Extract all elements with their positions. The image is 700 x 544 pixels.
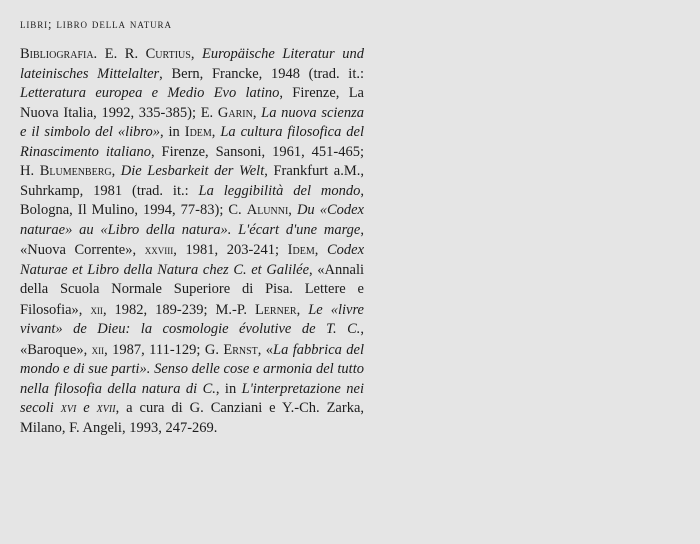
text-run: ,	[296, 301, 309, 318]
work-title: Codex Naturae et Libro della Natura chez C. et Galilée	[20, 242, 365, 278]
text-run: , in	[215, 380, 242, 397]
author-name: Idem	[287, 242, 315, 258]
work-title: Le «livre vivant» de Dieu: la cosmologie évolutive de T. C.	[20, 301, 364, 337]
text-run: , 1982, 189-239; M.-P.	[102, 301, 255, 318]
author-name: Garin	[217, 104, 253, 121]
volume-numeral: xii	[91, 341, 105, 357]
work-title: Du «Codex naturae» au «Libro della natura». L'écart d'une marge	[20, 202, 364, 238]
text-run: , Firenze, La Nuova Italia, 1992, 335-385); E.	[20, 85, 364, 121]
work-title: La leggibilità del mondo	[198, 182, 361, 199]
work-title: La nuova scienza e il simbolo del «libro»	[20, 104, 365, 140]
text-run: , 1981, 203-241;	[173, 242, 288, 258]
text-run: E. R.	[97, 46, 146, 62]
text-run: , Bologna, Il Mulino, 1994, 77-83); C.	[20, 182, 364, 218]
volume-numeral: xii	[90, 301, 103, 317]
author-name: Ernst	[223, 341, 258, 358]
author-name: Idem	[184, 124, 212, 140]
text-run: , Bern, Francke, 1948 (trad. it.:	[159, 65, 364, 82]
author-name: Blumenberg	[39, 163, 112, 179]
work-title: Europäische Literatur und lateinisches Mittelalter	[20, 46, 365, 82]
century-numeral: xvii	[96, 400, 116, 416]
text-run: ,	[314, 242, 327, 258]
text-run: , in	[159, 124, 185, 140]
work-title: La fabbrica del mondo e di sue parti». Senso delle cose e armonia del tutto nella filosofia della natura di C.	[20, 341, 364, 397]
text-run: ,	[211, 124, 221, 140]
work-title: L'interpretazione nei secoli	[20, 380, 364, 416]
author-name: Lerner	[254, 301, 297, 318]
work-title: La cultura filosofica del Rinascimento italiano	[20, 124, 364, 160]
work-title: e	[76, 400, 97, 416]
text-run: ,	[111, 163, 121, 179]
volume-numeral: xxviii	[144, 242, 174, 257]
text-run: , Frankfurt a.M., Suhrkamp, 1981 (trad. it.:	[20, 163, 364, 199]
text-run: , «Annali della Scuola Normale Superiore di Pisa. Lettere e Filosofia»,	[20, 261, 365, 318]
work-title: Letteratura europea e Medio Evo latino	[20, 85, 280, 101]
work-title: Die Lesbarkeit der Welt	[120, 163, 265, 179]
text-run: ,	[252, 104, 262, 121]
text-run: ,	[190, 46, 203, 62]
section-label: Bibliografia.	[20, 46, 98, 62]
author-name: Curtius	[145, 46, 191, 62]
author-name: Alunni	[246, 202, 289, 218]
text-run: , «Nuova Corrente»,	[20, 221, 364, 258]
text-run: , «	[257, 341, 274, 358]
text-run: , «Baroque»,	[20, 321, 364, 358]
century-numeral: xvi	[60, 400, 77, 416]
bibliography-paragraph	[20, 45, 364, 438]
text-run: , a cura di G. Canziani e Y.-Ch. Zarka, Milano, F. Angeli, 1993, 247-269.	[20, 400, 365, 436]
running-head: libri; libro della natura	[20, 17, 172, 31]
text-run: ,	[288, 202, 297, 218]
text-run: , Firenze, Sansoni, 1961, 451-465; H.	[20, 143, 364, 179]
text-run: , 1987, 111-129; G.	[104, 341, 224, 358]
